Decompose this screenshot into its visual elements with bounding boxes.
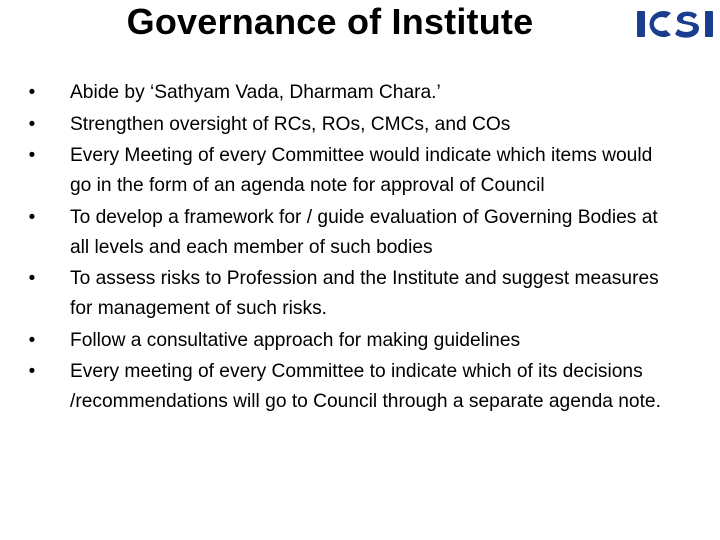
- bullet-text: To assess risks to Profession and the Institute and suggest measures for management of such risks.: [70, 268, 659, 319]
- bullet-item: [24, 357, 674, 417]
- slide-title: Governance of Institute: [126, 1, 534, 42]
- bullet-symbol: •: [28, 329, 36, 351]
- bullet-text: Every Meeting of every Committee would indicate which items would go in the form of an agenda note for approval of Council: [70, 145, 653, 196]
- icsi-logo-icon: [635, 7, 717, 41]
- bullet-symbol: •: [28, 145, 36, 166]
- bullet-item: [24, 203, 674, 263]
- bullet-item: [24, 326, 674, 356]
- bullet-symbol: •: [28, 206, 36, 228]
- bullet-item: [24, 141, 674, 201]
- bullet-text: Abide by ‘Sathyam Vada, Dharmam Chara.’: [70, 82, 441, 103]
- bullet-text: Every meeting of every Committee to indicate which of its decisions /recommendations will go to Council through a separate agenda note.: [70, 361, 661, 412]
- bullet-text: To develop a framework for / guide evaluation of Governing Bodies at all levels and each member of such bodies: [70, 206, 658, 258]
- bullet-item: [24, 78, 674, 108]
- bullet-list: [24, 78, 674, 419]
- bullet-symbol: •: [28, 268, 36, 289]
- bullet-item: [24, 110, 674, 140]
- bullet-symbol: •: [28, 113, 36, 135]
- bullet-symbol: •: [28, 361, 36, 382]
- bullet-item: [24, 264, 674, 324]
- bullet-text: Follow a consultative approach for making guidelines: [70, 329, 521, 351]
- bullet-text: Strengthen oversight of RCs, ROs, CMCs, and COs: [70, 113, 511, 135]
- bullet-symbol: •: [28, 82, 36, 103]
